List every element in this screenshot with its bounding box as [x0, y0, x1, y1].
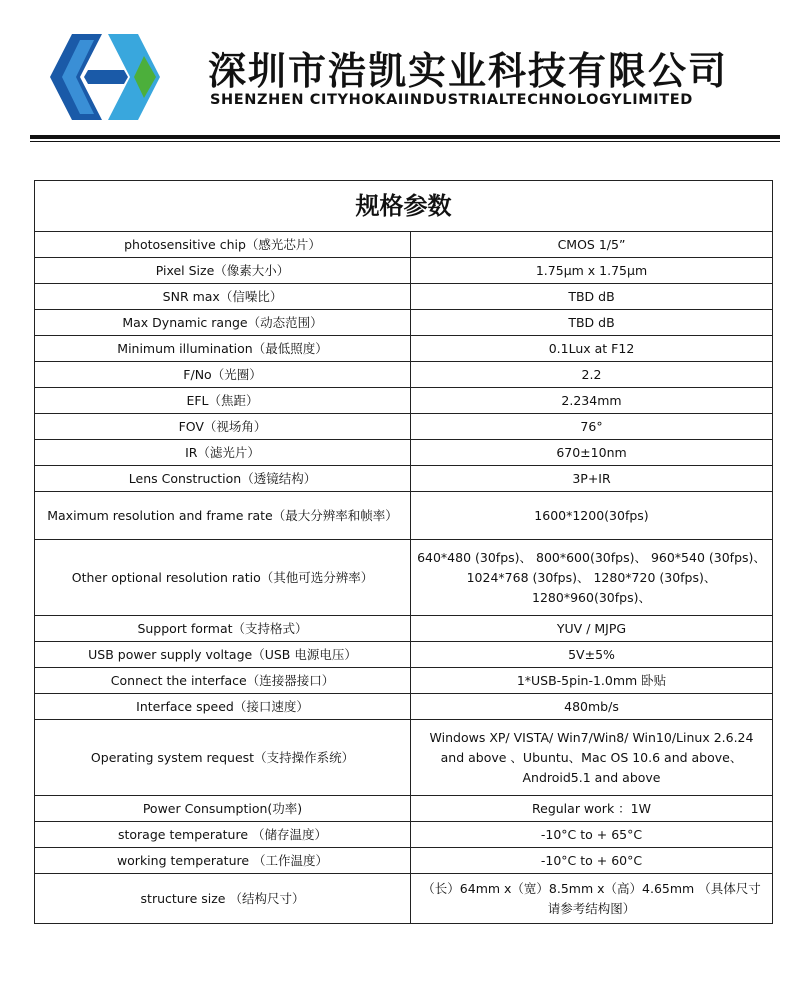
table-row [35, 414, 773, 440]
table-row [35, 492, 773, 540]
table-row [35, 874, 773, 924]
spec-label: Maximum resolution and frame rate（最大分辨率和帧率） [35, 492, 411, 540]
spec-label: working temperature （工作温度） [35, 848, 411, 874]
spec-value: 640*480 (30fps)、 800*600(30fps)、 960*540 (30fps)、1024*768 (30fps)、 1280*720 (30fps)、 1280*960(30fps)、 [411, 540, 773, 616]
table-row [35, 466, 773, 492]
spec-label: Minimum illumination（最低照度） [35, 336, 411, 362]
spec-value: 1600*1200(30fps) [411, 492, 773, 540]
table-row [35, 796, 773, 822]
spec-label: Other optional resolution ratio（其他可选分辨率） [35, 540, 411, 616]
spec-label: EFL（焦距） [35, 388, 411, 414]
company-name-cn: 深圳市浩凯实业科技有限公司 [208, 49, 729, 93]
spec-value: -10°C to + 60°C [411, 848, 773, 874]
spec-value: -10°C to + 65°C [411, 822, 773, 848]
spec-value: 2.2 [411, 362, 773, 388]
table-row [35, 694, 773, 720]
spec-value: 480mb/s [411, 694, 773, 720]
table-row [35, 668, 773, 694]
table-row [35, 616, 773, 642]
table-row [35, 848, 773, 874]
spec-label: Pixel Size（像素大小） [35, 258, 411, 284]
table-row [35, 362, 773, 388]
spec-value: Windows XP/ VISTA/ Win7/Win8/ Win10/Linux 2.6.24 and above 、Ubuntu、Mac OS 10.6 and above、Android5.1 and above [411, 720, 773, 796]
spec-value: 1*USB-5pin-1.0mm 卧贴 [411, 668, 773, 694]
company-name-en: SHENZHEN CITYHOKAIINDUSTRIALTECHNOLOGYLIMITED [210, 92, 693, 108]
table-row [35, 822, 773, 848]
spec-label: USB power supply voltage（USB 电源电压） [35, 642, 411, 668]
spec-label: Power Consumption(功率) [35, 796, 411, 822]
spec-value: （长）64mm x（宽）8.5mm x（高）4.65mm （具体尺寸请参考结构图） [411, 874, 773, 924]
spec-label: Interface speed（接口速度） [35, 694, 411, 720]
spec-value: CMOS 1/5” [411, 232, 773, 258]
spec-table [34, 180, 773, 924]
spec-value: 2.234mm [411, 388, 773, 414]
table-row [35, 258, 773, 284]
spec-value: 670±10nm [411, 440, 773, 466]
table-title-row [35, 181, 773, 232]
spec-label: storage temperature （储存温度） [35, 822, 411, 848]
header-rule-thick [30, 135, 780, 139]
spec-value: 3P+IR [411, 466, 773, 492]
spec-label: FOV（视场角） [35, 414, 411, 440]
table-row [35, 310, 773, 336]
spec-value: 1.75μm x 1.75μm [411, 258, 773, 284]
table-row [35, 388, 773, 414]
spec-label: Lens Construction（透镜结构） [35, 466, 411, 492]
spec-label: Support format（支持格式） [35, 616, 411, 642]
spec-label: F/No（光圈） [35, 362, 411, 388]
table-row [35, 232, 773, 258]
spec-value: Regular work ：1W [411, 796, 773, 822]
table-row [35, 440, 773, 466]
spec-value: TBD dB [411, 284, 773, 310]
table-row [35, 336, 773, 362]
spec-label: structure size （结构尺寸） [35, 874, 411, 924]
spec-value: 76° [411, 414, 773, 440]
spec-label: Max Dynamic range（动态范围） [35, 310, 411, 336]
spec-value: YUV / MJPG [411, 616, 773, 642]
spec-label: Connect the interface（连接器接口） [35, 668, 411, 694]
logo-center-bar [84, 70, 128, 84]
spec-label: IR（滤光片） [35, 440, 411, 466]
table-row [35, 642, 773, 668]
company-logo [50, 34, 160, 120]
spec-value: 5V±5% [411, 642, 773, 668]
spec-value: TBD dB [411, 310, 773, 336]
table-row [35, 540, 773, 616]
table-row [35, 720, 773, 796]
spec-label: photosensitive chip（感光芯片） [35, 232, 411, 258]
letterhead [30, 0, 780, 140]
header-rule-thin [30, 141, 780, 142]
spec-label: SNR max（信噪比） [35, 284, 411, 310]
table-title: 规格参数 [35, 181, 773, 232]
spec-value: 0.1Lux at F12 [411, 336, 773, 362]
table-row [35, 284, 773, 310]
spec-label: Operating system request（支持操作系统） [35, 720, 411, 796]
